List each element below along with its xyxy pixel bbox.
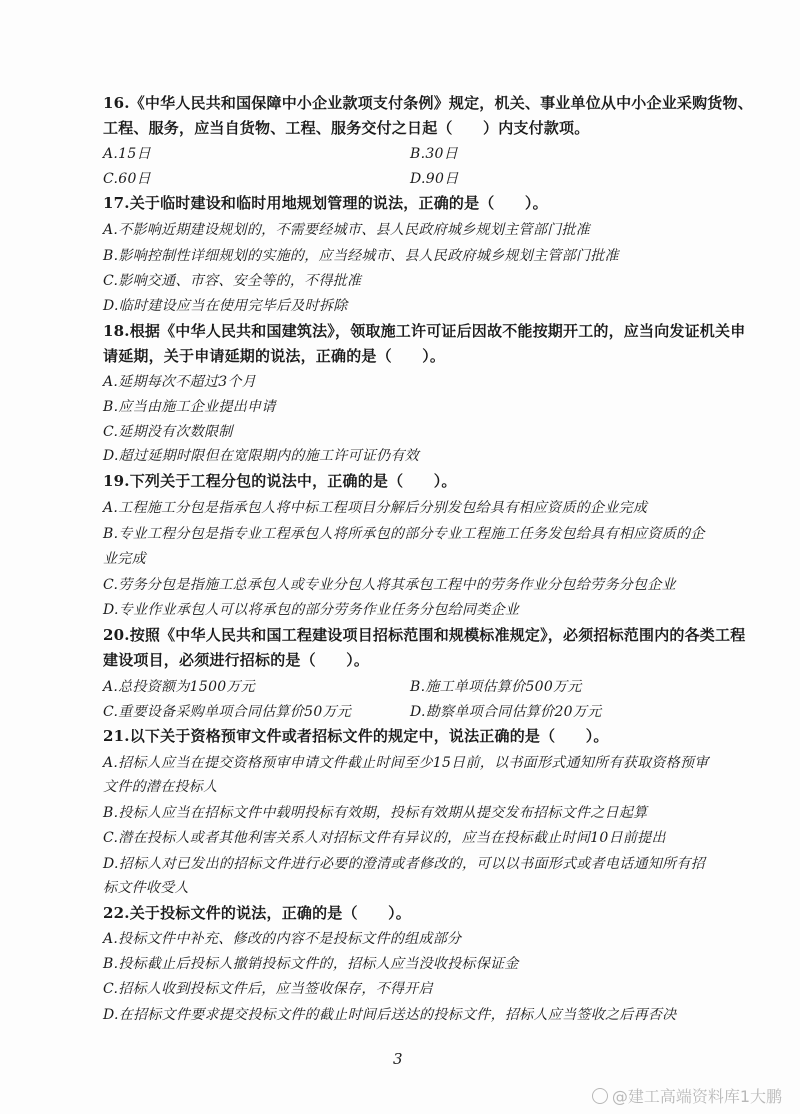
- question-16-stem-line-1: 16.《中华人民共和国保障中小企业款项支付条例》规定，机关、事业单位从中小企业采购货物、: [103, 94, 753, 112]
- question-18-option-a: A.延期每次不超过3个月: [103, 374, 257, 390]
- question-18-option-b: B.应当由施工企业提出申请: [103, 399, 276, 415]
- watermark: [592, 1084, 782, 1107]
- question-20-option-b: B.施工单项估算价500万元: [410, 679, 582, 695]
- question-18-stem-line-1: 18.根据《中华人民共和国建筑法》，领取施工许可证后因故不能按期开工的，应当向发证机关申: [103, 322, 746, 340]
- question-19-stem: 19.下列关于工程分包的说法中，正确的是（ ）。: [103, 472, 457, 490]
- question-21-option-c: C.潜在投标人或者其他利害关系人对招标文件有异议的，应当在投标截止时间10日前提出: [103, 830, 666, 846]
- question-19-option-b-line-2: 业完成: [103, 551, 146, 567]
- question-21-option-a-line-2: 文件的潜在投标人: [103, 779, 218, 795]
- question-22-option-a: A.投标文件中补充、修改的内容不是投标文件的组成部分: [103, 931, 462, 947]
- question-22-option-b: B.投标截止后投标人撤销投标文件的，招标人应当没收投标保证金: [103, 956, 519, 972]
- question-17-option-a: A.不影响近期建设规划的，不需要经城市、县人民政府城乡规划主管部门批准: [103, 222, 591, 238]
- question-16-option-b: B.30日: [410, 146, 459, 162]
- page-number: 3: [393, 1050, 403, 1068]
- question-22-option-c: C.招标人收到投标文件后，应当签收保存，不得开启: [103, 981, 433, 997]
- question-19-option-d: D.专业作业承包人可以将承包的部分劳务作业任务分包给同类企业: [103, 602, 520, 618]
- question-17-stem: 17.关于临时建设和临时用地规划管理的说法，正确的是（ ）。: [103, 194, 548, 212]
- question-17-option-c: C.影响交通、市容、安全等的，不得批准: [103, 273, 362, 289]
- question-18-option-d: D.超过延期时限但在宽限期内的施工许可证仍有效: [103, 448, 420, 464]
- question-18-stem-line-2: 请延期，关于申请延期的说法，正确的是（ ）。: [103, 347, 446, 365]
- question-20-option-c: C.重要设备采购单项合同估算价50万元: [103, 704, 352, 720]
- question-20-option-d: D.勘察单项合同估算价20万元: [410, 704, 602, 720]
- question-17-option-d: D.临时建设应当在使用完毕后及时拆除: [103, 298, 348, 314]
- question-19-option-a: A.工程施工分包是指承包人将中标工程项目分解后分别发包给具有相应资质的企业完成: [103, 500, 648, 516]
- question-19-option-c: C.劳务分包是指施工总承包人或专业分包人将其承包工程中的劳务作业分包给劳务分包企业: [103, 577, 676, 593]
- question-21-option-d-line-2: 标文件收受人: [103, 880, 189, 896]
- question-21-stem: 21.以下关于资格预审文件或者招标文件的规定中，说法正确的是（ ）。: [103, 727, 609, 745]
- question-16-option-a: A.15日: [103, 146, 151, 162]
- question-16-stem-line-2: 工程、服务，应当自货物、工程、服务交付之日起（ ）内支付款项。: [103, 119, 590, 137]
- question-17-option-b: B.影响控制性详细规划的实施的，应当经城市、县人民政府城乡规划主管部门批准: [103, 248, 619, 264]
- watermark-logo-icon: [592, 1088, 608, 1104]
- question-19-option-b-line-1: B.专业工程分包是指专业工程承包人将所承包的部分专业工程施工任务发包给具有相应资质的企: [103, 526, 705, 542]
- question-16-option-c: C.60日: [103, 171, 151, 187]
- question-20-stem-line-2: 建设项目，必须进行招标的是（ ）。: [103, 651, 370, 669]
- watermark-text: @建工高端资料库1大鹏: [611, 1087, 782, 1106]
- question-21-option-a-line-1: A.招标人应当在提交资格预审申请文件截止时间至少15日前，以书面形式通知所有获取资格预审: [103, 755, 709, 771]
- question-22-option-d: D.在招标文件要求提交投标文件的截止时间后送达的投标文件，招标人应当签收之后再否决: [103, 1007, 677, 1023]
- question-22-stem: 22.关于投标文件的说法，正确的是（ ）。: [103, 904, 411, 922]
- question-20-stem-line-1: 20.按照《中华人民共和国工程建设项目招标范围和规模标准规定》，必须招标范围内的各类工程: [103, 626, 746, 644]
- question-20-option-a: A.总投资额为1500万元: [103, 679, 256, 695]
- question-21-option-b: B.投标人应当在招标文件中载明投标有效期，投标有效期从提交发布招标文件之日起算: [103, 805, 648, 821]
- question-16-option-d: D.90日: [410, 171, 459, 187]
- question-18-option-c: C.延期没有次数限制: [103, 424, 233, 440]
- question-21-option-d-line-1: D.招标人对已发出的招标文件进行必要的澄清或者修改的，可以以书面形式或者电话通知所有招: [103, 856, 706, 872]
